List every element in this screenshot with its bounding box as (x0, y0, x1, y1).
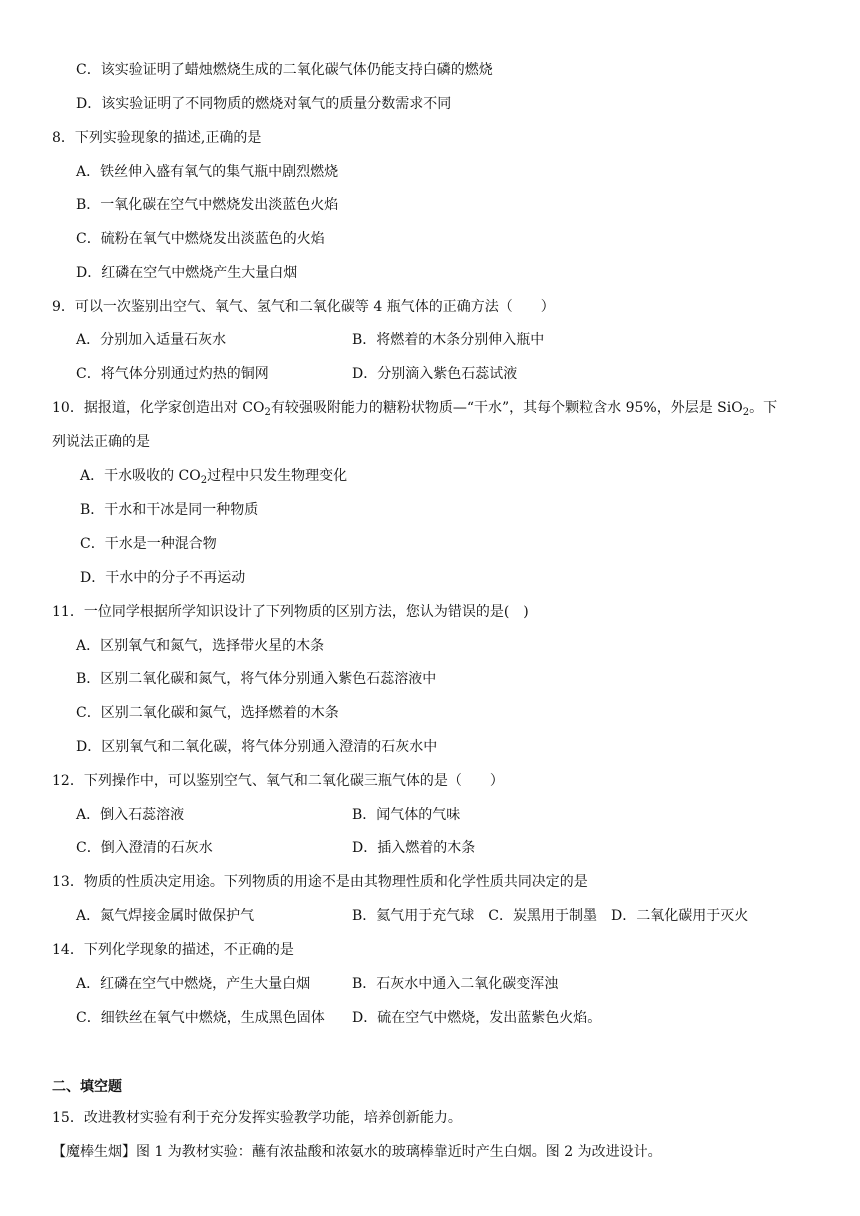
q11-option-c: C．区别二氧化碳和氮气，选择燃着的木条 (76, 705, 339, 721)
q7-option-c: C．该实验证明了蜡烛燃烧生成的二氧化碳气体仍能支持白磷的燃烧 (76, 62, 493, 78)
q12-option-d: D．插入燃着的木条 (352, 840, 476, 856)
q13-option-a: A．氮气焊接金属时做保护气 (76, 908, 255, 924)
q9-option-c: C．将气体分别通过灼热的铜网 (76, 366, 269, 382)
q9-stem: 9．可以一次鉴别出空气、氧气、氢气和二氧化碳等 4 瓶气体的正确方法（ ） (52, 299, 555, 315)
q10-stem-part3: 。下 (749, 400, 778, 416)
q8-option-d: D．红磷在空气中燃烧产生大量白烟 (76, 265, 298, 281)
q10-stem-subscript1: 2 (264, 407, 271, 418)
q7-option-d: D．该实验证明了不同物质的燃烧对氧气的质量分数需求不同 (76, 96, 452, 112)
q8-option-c: C．硫粉在氧气中燃烧发出淡蓝色的火焰 (76, 231, 325, 247)
q12-option-a: A．倒入石蕊溶液 (76, 807, 185, 823)
q11-option-d: D．区别氧气和二氧化碳，将气体分别通入澄清的石灰水中 (76, 739, 438, 755)
q14-option-b: B．石灰水中通入二氧化碳变浑浊 (352, 976, 559, 992)
q12-option-b: B．闻气体的气味 (352, 807, 461, 823)
q9-option-d: D．分别滴入紫色石蕊试液 (352, 366, 518, 382)
q10-stem-part2: 有较强吸附能力的糖粉状物质—“干水”，其每个颗粒含水 95%，外层是 SiO (270, 400, 743, 416)
q14-stem: 14．下列化学现象的描述，不正确的是 (52, 942, 294, 958)
q15-line2: 【魔棒生烟】图 1 为教材实验：蘸有浓盐酸和浓氨水的玻璃棒靠近时产生白烟。图 2 为改进设计。 (52, 1144, 662, 1160)
q10-option-b: B．干水和干冰是同一种物质 (80, 502, 259, 518)
q13-options-bcd: B．氦气用于充气球 C．炭黑用于制墨 D．二氧化碳用于灭火 (352, 908, 749, 924)
q8-stem: 8．下列实验现象的描述,正确的是 (52, 130, 262, 146)
q10-stem-subscript2: 2 (742, 407, 750, 418)
q9-option-a: A．分别加入适量石灰水 (76, 332, 227, 348)
q12-option-c: C．倒入澄清的石灰水 (76, 840, 213, 856)
q10-stem-line2: 列说法正确的是 (52, 434, 150, 450)
q10-option-a-part1: A．干水吸收的 CO (80, 468, 201, 484)
q10-option-d: D．干水中的分子不再运动 (80, 570, 246, 586)
q15-stem: 15．改进教材实验有利于充分发挥实验教学功能，培养创新能力。 (52, 1110, 462, 1126)
q11-option-b: B．区别二氧化碳和氮气，将气体分别通入紫色石蕊溶液中 (76, 671, 437, 687)
q10-stem-part1: 10．据报道，化学家创造出对 CO (52, 400, 265, 416)
q14-option-c: C．细铁丝在氧气中燃烧，生成黑色固体 (76, 1010, 325, 1026)
q8-option-b: B．一氧化碳在空气中燃烧发出淡蓝色火焰 (76, 197, 339, 213)
q10-option-a (80, 466, 347, 486)
q9-option-b: B．将燃着的木条分别伸入瓶中 (352, 332, 545, 348)
q11-stem: 11．一位同学根据所学知识设计了下列物质的区别方法，您认为错误的是( ) (52, 604, 529, 620)
q10-option-a-subscript: 2 (200, 475, 208, 486)
q10-stem (52, 398, 777, 418)
q14-option-d: D．硫在空气中燃烧，发出蓝紫色火焰。 (352, 1010, 602, 1026)
q8-option-a: A．铁丝伸入盛有氧气的集气瓶中剧烈燃烧 (76, 164, 339, 180)
section-title-fill-in: 二、填空题 (52, 1079, 122, 1095)
q13-stem: 13．物质的性质决定用途。下列物质的用途不是由其物理性质和化学性质共同决定的是 (52, 874, 588, 890)
q10-option-c: C．干水是一种混合物 (80, 536, 217, 552)
q11-option-a: A．区别氧气和氮气，选择带火星的木条 (76, 638, 325, 654)
q10-option-a-part2: 过程中只发生物理变化 (207, 468, 348, 484)
q12-stem: 12．下列操作中，可以鉴别空气、氧气和二氧化碳三瓶气体的是（ ） (52, 773, 504, 789)
q14-option-a: A．红磷在空气中燃烧，产生大量白烟 (76, 976, 311, 992)
